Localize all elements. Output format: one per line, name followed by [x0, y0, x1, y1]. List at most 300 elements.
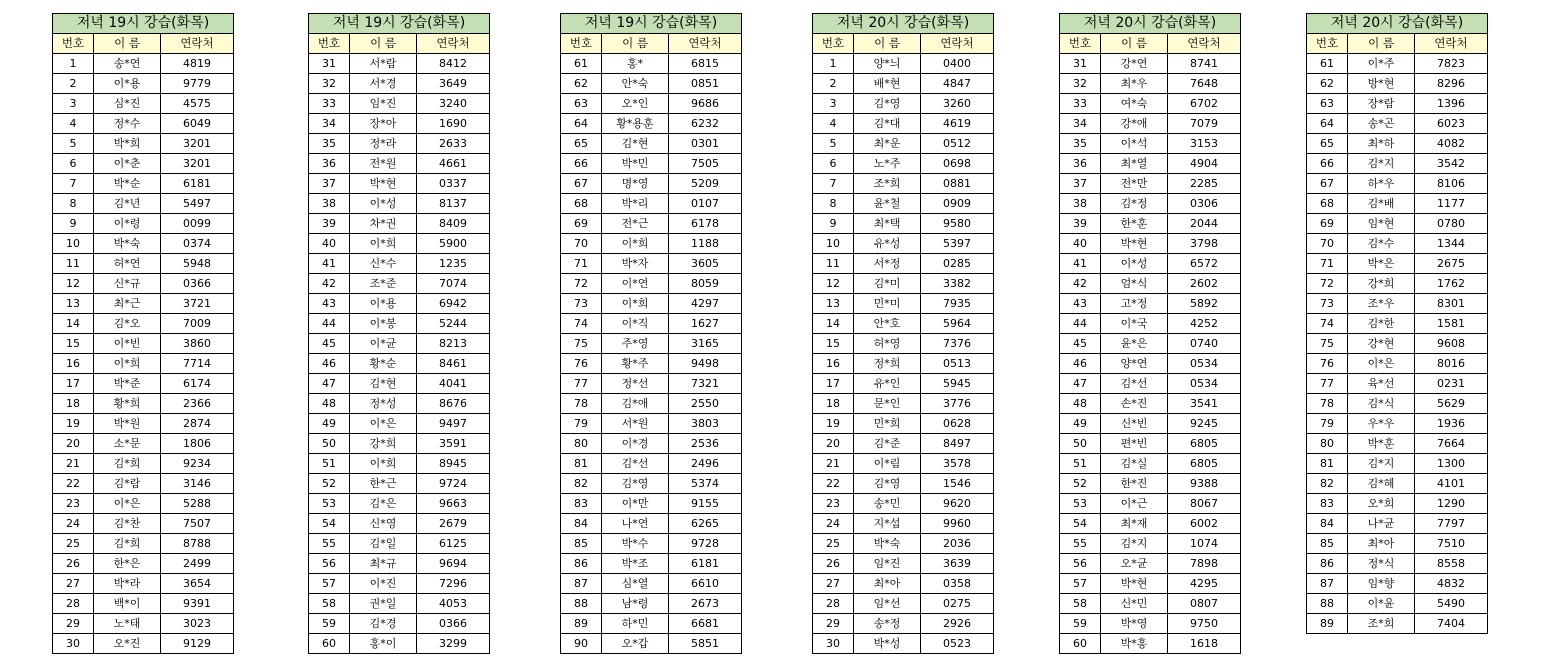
contact-cell[interactable]: 0366 [161, 274, 234, 294]
number-cell[interactable]: 9 [813, 214, 854, 234]
name-cell[interactable]: 임*향 [1348, 574, 1415, 594]
contact-cell[interactable]: 9580 [921, 214, 994, 234]
number-cell[interactable]: 59 [309, 614, 350, 634]
contact-cell[interactable]: 7510 [1415, 534, 1488, 554]
number-cell[interactable]: 77 [561, 374, 602, 394]
contact-cell[interactable]: 6023 [1415, 114, 1488, 134]
name-cell[interactable]: 박*숙 [94, 234, 161, 254]
number-cell[interactable]: 88 [561, 594, 602, 614]
number-cell[interactable]: 10 [53, 234, 94, 254]
name-cell[interactable]: 나*균 [1348, 514, 1415, 534]
contact-cell[interactable]: 1618 [1168, 634, 1241, 654]
number-cell[interactable]: 45 [309, 334, 350, 354]
name-cell[interactable]: 하*우 [1348, 174, 1415, 194]
number-cell[interactable]: 19 [53, 414, 94, 434]
name-cell[interactable]: 김*식 [1348, 394, 1415, 414]
number-cell[interactable]: 19 [813, 414, 854, 434]
name-cell[interactable]: 최*재 [1101, 514, 1168, 534]
name-cell[interactable]: 서*정 [854, 254, 921, 274]
name-cell[interactable]: 김*수 [1348, 234, 1415, 254]
number-cell[interactable]: 57 [1060, 574, 1101, 594]
contact-cell[interactable]: 4819 [161, 54, 234, 74]
name-cell[interactable]: 이*만 [602, 494, 669, 514]
name-cell[interactable]: 이*봉 [350, 314, 417, 334]
contact-cell[interactable]: 4832 [1415, 574, 1488, 594]
contact-cell[interactable]: 9779 [161, 74, 234, 94]
contact-cell[interactable]: 9388 [1168, 474, 1241, 494]
contact-cell[interactable]: 1690 [417, 114, 490, 134]
name-cell[interactable]: 박*수 [602, 534, 669, 554]
name-cell[interactable]: 김*년 [94, 194, 161, 214]
number-cell[interactable]: 21 [813, 454, 854, 474]
number-cell[interactable]: 31 [309, 54, 350, 74]
number-cell[interactable]: 39 [309, 214, 350, 234]
contact-cell[interactable]: 5374 [669, 474, 742, 494]
contact-cell[interactable]: 2536 [669, 434, 742, 454]
contact-cell[interactable]: 0275 [921, 594, 994, 614]
contact-cell[interactable]: 1290 [1415, 494, 1488, 514]
number-cell[interactable]: 89 [561, 614, 602, 634]
number-cell[interactable]: 51 [309, 454, 350, 474]
contact-cell[interactable]: 7074 [417, 274, 490, 294]
number-cell[interactable]: 20 [813, 434, 854, 454]
number-cell[interactable]: 87 [561, 574, 602, 594]
name-cell[interactable]: 안*숙 [602, 74, 669, 94]
number-cell[interactable]: 76 [561, 354, 602, 374]
name-cell[interactable]: 차*권 [350, 214, 417, 234]
contact-cell[interactable]: 6002 [1168, 514, 1241, 534]
name-cell[interactable]: 백*이 [94, 594, 161, 614]
number-cell[interactable]: 6 [813, 154, 854, 174]
contact-cell[interactable]: 1581 [1415, 314, 1488, 334]
number-cell[interactable]: 12 [813, 274, 854, 294]
name-cell[interactable]: 이*성 [1101, 254, 1168, 274]
name-cell[interactable]: 오*갑 [602, 634, 669, 654]
number-cell[interactable]: 24 [813, 514, 854, 534]
name-cell[interactable]: 방*현 [1348, 74, 1415, 94]
name-cell[interactable]: 한*은 [94, 554, 161, 574]
contact-cell[interactable]: 0523 [921, 634, 994, 654]
name-cell[interactable]: 강*연 [1101, 54, 1168, 74]
contact-cell[interactable]: 4619 [921, 114, 994, 134]
number-cell[interactable]: 27 [53, 574, 94, 594]
name-cell[interactable]: 김*배 [1348, 194, 1415, 214]
number-cell[interactable]: 4 [813, 114, 854, 134]
number-cell[interactable]: 42 [309, 274, 350, 294]
number-cell[interactable]: 72 [1307, 274, 1348, 294]
contact-cell[interactable]: 3541 [1168, 394, 1241, 414]
number-cell[interactable]: 38 [1060, 194, 1101, 214]
contact-cell[interactable]: 3542 [1415, 154, 1488, 174]
contact-cell[interactable]: 5244 [417, 314, 490, 334]
name-cell[interactable]: 김*현 [602, 134, 669, 154]
contact-cell[interactable]: 3639 [921, 554, 994, 574]
name-cell[interactable]: 노*주 [854, 154, 921, 174]
number-cell[interactable]: 70 [1307, 234, 1348, 254]
name-cell[interactable]: 강*애 [1101, 114, 1168, 134]
name-cell[interactable]: 문*인 [854, 394, 921, 414]
contact-cell[interactable]: 5209 [669, 174, 742, 194]
contact-cell[interactable]: 9694 [417, 554, 490, 574]
number-cell[interactable]: 74 [1307, 314, 1348, 334]
name-cell[interactable]: 김*준 [854, 434, 921, 454]
contact-cell[interactable]: 1074 [1168, 534, 1241, 554]
number-cell[interactable]: 61 [561, 54, 602, 74]
contact-cell[interactable]: 8676 [417, 394, 490, 414]
number-cell[interactable]: 11 [813, 254, 854, 274]
number-cell[interactable]: 76 [1307, 354, 1348, 374]
contact-cell[interactable]: 6815 [669, 54, 742, 74]
name-cell[interactable]: 정*식 [1348, 554, 1415, 574]
number-cell[interactable]: 58 [309, 594, 350, 614]
name-cell[interactable]: 이*용 [94, 74, 161, 94]
contact-cell[interactable]: 8497 [921, 434, 994, 454]
name-cell[interactable]: 박*성 [854, 634, 921, 654]
contact-cell[interactable]: 8016 [1415, 354, 1488, 374]
number-cell[interactable]: 3 [53, 94, 94, 114]
contact-cell[interactable]: 2633 [417, 134, 490, 154]
number-cell[interactable]: 11 [53, 254, 94, 274]
contact-cell[interactable]: 7296 [417, 574, 490, 594]
name-cell[interactable]: 박*현 [1101, 574, 1168, 594]
name-cell[interactable]: 김*희 [94, 534, 161, 554]
name-cell[interactable]: 박*민 [602, 154, 669, 174]
contact-cell[interactable]: 5497 [161, 194, 234, 214]
number-cell[interactable]: 82 [561, 474, 602, 494]
name-cell[interactable]: 임*선 [854, 594, 921, 614]
name-cell[interactable]: 김*일 [350, 534, 417, 554]
name-cell[interactable]: 이*근 [1101, 494, 1168, 514]
name-cell[interactable]: 나*연 [602, 514, 669, 534]
name-cell[interactable]: 조*우 [1348, 294, 1415, 314]
name-cell[interactable]: 유*인 [854, 374, 921, 394]
contact-cell[interactable]: 3776 [921, 394, 994, 414]
number-cell[interactable]: 60 [1060, 634, 1101, 654]
number-cell[interactable]: 44 [1060, 314, 1101, 334]
number-cell[interactable]: 86 [1307, 554, 1348, 574]
contact-cell[interactable]: 1627 [669, 314, 742, 334]
number-cell[interactable]: 49 [1060, 414, 1101, 434]
contact-cell[interactable]: 3240 [417, 94, 490, 114]
contact-cell[interactable]: 3649 [417, 74, 490, 94]
number-cell[interactable]: 77 [1307, 374, 1348, 394]
contact-cell[interactable]: 4101 [1415, 474, 1488, 494]
number-cell[interactable]: 41 [309, 254, 350, 274]
name-cell[interactable]: 박*희 [94, 134, 161, 154]
name-cell[interactable]: 박*자 [602, 254, 669, 274]
contact-cell[interactable]: 0301 [669, 134, 742, 154]
number-cell[interactable]: 13 [813, 294, 854, 314]
number-cell[interactable]: 13 [53, 294, 94, 314]
number-cell[interactable]: 64 [561, 114, 602, 134]
name-cell[interactable]: 김*경 [350, 614, 417, 634]
number-cell[interactable]: 47 [309, 374, 350, 394]
contact-cell[interactable]: 2675 [1415, 254, 1488, 274]
contact-cell[interactable]: 2499 [161, 554, 234, 574]
name-cell[interactable]: 오*인 [602, 94, 669, 114]
number-cell[interactable]: 8 [813, 194, 854, 214]
name-cell[interactable]: 정*성 [350, 394, 417, 414]
number-cell[interactable]: 21 [53, 454, 94, 474]
contact-cell[interactable]: 5851 [669, 634, 742, 654]
contact-cell[interactable]: 8296 [1415, 74, 1488, 94]
name-cell[interactable]: 신*수 [350, 254, 417, 274]
name-cell[interactable]: 김*대 [854, 114, 921, 134]
name-cell[interactable]: 강*현 [1348, 334, 1415, 354]
name-cell[interactable]: 명*영 [602, 174, 669, 194]
number-cell[interactable]: 63 [1307, 94, 1348, 114]
name-cell[interactable]: 김*은 [350, 494, 417, 514]
name-cell[interactable]: 박*홍 [1101, 634, 1168, 654]
contact-cell[interactable]: 9391 [161, 594, 234, 614]
number-cell[interactable]: 65 [561, 134, 602, 154]
contact-cell[interactable]: 5397 [921, 234, 994, 254]
contact-cell[interactable]: 6232 [669, 114, 742, 134]
name-cell[interactable]: 김*선 [602, 454, 669, 474]
name-cell[interactable]: 하*민 [602, 614, 669, 634]
name-cell[interactable]: 최*규 [350, 554, 417, 574]
name-cell[interactable]: 여*숙 [1101, 94, 1168, 114]
number-cell[interactable]: 12 [53, 274, 94, 294]
name-cell[interactable]: 황*용훈 [602, 114, 669, 134]
number-cell[interactable]: 40 [309, 234, 350, 254]
contact-cell[interactable]: 8409 [417, 214, 490, 234]
number-cell[interactable]: 71 [561, 254, 602, 274]
contact-cell[interactable]: 0231 [1415, 374, 1488, 394]
number-cell[interactable]: 32 [309, 74, 350, 94]
name-cell[interactable]: 편*빈 [1101, 434, 1168, 454]
number-cell[interactable]: 56 [1060, 554, 1101, 574]
name-cell[interactable]: 조*준 [350, 274, 417, 294]
number-cell[interactable]: 85 [1307, 534, 1348, 554]
number-cell[interactable]: 36 [309, 154, 350, 174]
contact-cell[interactable]: 9960 [921, 514, 994, 534]
number-cell[interactable]: 14 [53, 314, 94, 334]
name-cell[interactable]: 조*희 [1348, 614, 1415, 634]
contact-cell[interactable]: 4661 [417, 154, 490, 174]
name-cell[interactable]: 이*직 [602, 314, 669, 334]
contact-cell[interactable]: 5948 [161, 254, 234, 274]
contact-cell[interactable]: 8461 [417, 354, 490, 374]
number-cell[interactable]: 40 [1060, 234, 1101, 254]
contact-cell[interactable]: 7376 [921, 334, 994, 354]
name-cell[interactable]: 권*일 [350, 594, 417, 614]
number-cell[interactable]: 30 [53, 634, 94, 654]
name-cell[interactable]: 이*희 [350, 234, 417, 254]
contact-cell[interactable]: 7797 [1415, 514, 1488, 534]
contact-cell[interactable]: 7505 [669, 154, 742, 174]
number-cell[interactable]: 45 [1060, 334, 1101, 354]
name-cell[interactable]: 김*실 [1101, 454, 1168, 474]
number-cell[interactable]: 25 [813, 534, 854, 554]
number-cell[interactable]: 46 [1060, 354, 1101, 374]
name-cell[interactable]: 남*령 [602, 594, 669, 614]
contact-cell[interactable]: 0909 [921, 194, 994, 214]
number-cell[interactable]: 35 [309, 134, 350, 154]
number-cell[interactable]: 18 [53, 394, 94, 414]
contact-cell[interactable]: 3260 [921, 94, 994, 114]
contact-cell[interactable]: 8137 [417, 194, 490, 214]
number-cell[interactable]: 62 [561, 74, 602, 94]
name-cell[interactable]: 김*혜 [1348, 474, 1415, 494]
number-cell[interactable]: 54 [309, 514, 350, 534]
contact-cell[interactable]: 1762 [1415, 274, 1488, 294]
contact-cell[interactable]: 0306 [1168, 194, 1241, 214]
name-cell[interactable]: 김*지 [1348, 154, 1415, 174]
number-cell[interactable]: 35 [1060, 134, 1101, 154]
number-cell[interactable]: 29 [53, 614, 94, 634]
number-cell[interactable]: 60 [309, 634, 350, 654]
name-cell[interactable]: 노*태 [94, 614, 161, 634]
name-cell[interactable]: 정*선 [602, 374, 669, 394]
contact-cell[interactable]: 3201 [161, 154, 234, 174]
number-cell[interactable]: 15 [813, 334, 854, 354]
number-cell[interactable]: 70 [561, 234, 602, 254]
number-cell[interactable]: 57 [309, 574, 350, 594]
contact-cell[interactable]: 6174 [161, 374, 234, 394]
name-cell[interactable]: 최*열 [1101, 154, 1168, 174]
number-cell[interactable]: 88 [1307, 594, 1348, 614]
number-cell[interactable]: 55 [1060, 534, 1101, 554]
name-cell[interactable]: 한*훈 [1101, 214, 1168, 234]
contact-cell[interactable]: 3654 [161, 574, 234, 594]
number-cell[interactable]: 22 [53, 474, 94, 494]
name-cell[interactable]: 최*우 [1101, 74, 1168, 94]
number-cell[interactable]: 4 [53, 114, 94, 134]
contact-cell[interactable]: 4041 [417, 374, 490, 394]
number-cell[interactable]: 53 [1060, 494, 1101, 514]
number-cell[interactable]: 5 [53, 134, 94, 154]
name-cell[interactable]: 이*은 [1348, 354, 1415, 374]
number-cell[interactable]: 89 [1307, 614, 1348, 634]
name-cell[interactable]: 강*희 [1348, 274, 1415, 294]
number-cell[interactable]: 17 [53, 374, 94, 394]
contact-cell[interactable]: 3798 [1168, 234, 1241, 254]
contact-cell[interactable]: 6805 [1168, 434, 1241, 454]
name-cell[interactable]: 서*원 [602, 414, 669, 434]
number-cell[interactable]: 64 [1307, 114, 1348, 134]
name-cell[interactable]: 임*현 [1348, 214, 1415, 234]
contact-cell[interactable]: 6942 [417, 294, 490, 314]
contact-cell[interactable]: 1936 [1415, 414, 1488, 434]
contact-cell[interactable]: 8412 [417, 54, 490, 74]
number-cell[interactable]: 42 [1060, 274, 1101, 294]
contact-cell[interactable]: 0358 [921, 574, 994, 594]
contact-cell[interactable]: 1806 [161, 434, 234, 454]
number-cell[interactable]: 62 [1307, 74, 1348, 94]
name-cell[interactable]: 박*조 [602, 554, 669, 574]
name-cell[interactable]: 지*섭 [854, 514, 921, 534]
name-cell[interactable]: 이*주 [1348, 54, 1415, 74]
contact-cell[interactable]: 3721 [161, 294, 234, 314]
contact-cell[interactable]: 9155 [669, 494, 742, 514]
number-cell[interactable]: 69 [561, 214, 602, 234]
contact-cell[interactable]: 2874 [161, 414, 234, 434]
contact-cell[interactable]: 0337 [417, 174, 490, 194]
contact-cell[interactable]: 6610 [669, 574, 742, 594]
contact-cell[interactable]: 7823 [1415, 54, 1488, 74]
number-cell[interactable]: 16 [53, 354, 94, 374]
name-cell[interactable]: 황*순 [350, 354, 417, 374]
contact-cell[interactable]: 1177 [1415, 194, 1488, 214]
number-cell[interactable]: 54 [1060, 514, 1101, 534]
number-cell[interactable]: 58 [1060, 594, 1101, 614]
name-cell[interactable]: 김*람 [94, 474, 161, 494]
contact-cell[interactable]: 8059 [669, 274, 742, 294]
contact-cell[interactable]: 2044 [1168, 214, 1241, 234]
contact-cell[interactable]: 1546 [921, 474, 994, 494]
number-cell[interactable]: 52 [1060, 474, 1101, 494]
contact-cell[interactable]: 3578 [921, 454, 994, 474]
name-cell[interactable]: 김*영 [602, 474, 669, 494]
contact-cell[interactable]: 9686 [669, 94, 742, 114]
name-cell[interactable]: 임*진 [350, 94, 417, 114]
contact-cell[interactable]: 2496 [669, 454, 742, 474]
name-cell[interactable]: 서*경 [350, 74, 417, 94]
name-cell[interactable]: 최*운 [854, 134, 921, 154]
number-cell[interactable]: 39 [1060, 214, 1101, 234]
number-cell[interactable]: 49 [309, 414, 350, 434]
name-cell[interactable]: 김*희 [94, 454, 161, 474]
name-cell[interactable]: 안*호 [854, 314, 921, 334]
name-cell[interactable]: 이*윤 [1348, 594, 1415, 614]
contact-cell[interactable]: 4297 [669, 294, 742, 314]
number-cell[interactable]: 81 [561, 454, 602, 474]
name-cell[interactable]: 이*연 [602, 274, 669, 294]
number-cell[interactable]: 34 [309, 114, 350, 134]
name-cell[interactable]: 최*아 [1348, 534, 1415, 554]
number-cell[interactable]: 68 [1307, 194, 1348, 214]
number-cell[interactable]: 80 [1307, 434, 1348, 454]
number-cell[interactable]: 56 [309, 554, 350, 574]
contact-cell[interactable]: 7664 [1415, 434, 1488, 454]
name-cell[interactable]: 주*영 [602, 334, 669, 354]
number-cell[interactable]: 2 [53, 74, 94, 94]
number-cell[interactable]: 27 [813, 574, 854, 594]
contact-cell[interactable]: 2602 [1168, 274, 1241, 294]
number-cell[interactable]: 50 [309, 434, 350, 454]
number-cell[interactable]: 68 [561, 194, 602, 214]
name-cell[interactable]: 심*진 [94, 94, 161, 114]
name-cell[interactable]: 이*령 [94, 214, 161, 234]
contact-cell[interactable]: 6181 [161, 174, 234, 194]
number-cell[interactable]: 1 [53, 54, 94, 74]
number-cell[interactable]: 67 [1307, 174, 1348, 194]
name-cell[interactable]: 박*숙 [854, 534, 921, 554]
contact-cell[interactable]: 2679 [417, 514, 490, 534]
number-cell[interactable]: 28 [813, 594, 854, 614]
number-cell[interactable]: 23 [53, 494, 94, 514]
contact-cell[interactable]: 2673 [669, 594, 742, 614]
contact-cell[interactable]: 1235 [417, 254, 490, 274]
name-cell[interactable]: 송*민 [854, 494, 921, 514]
name-cell[interactable]: 우*우 [1348, 414, 1415, 434]
number-cell[interactable]: 61 [1307, 54, 1348, 74]
number-cell[interactable]: 18 [813, 394, 854, 414]
name-cell[interactable]: 송*곤 [1348, 114, 1415, 134]
name-cell[interactable]: 박*원 [94, 414, 161, 434]
contact-cell[interactable]: 0285 [921, 254, 994, 274]
name-cell[interactable]: 전*만 [1101, 174, 1168, 194]
contact-cell[interactable]: 9129 [161, 634, 234, 654]
name-cell[interactable]: 오*균 [1101, 554, 1168, 574]
name-cell[interactable]: 양*연 [1101, 354, 1168, 374]
name-cell[interactable]: 허*연 [94, 254, 161, 274]
number-cell[interactable]: 16 [813, 354, 854, 374]
contact-cell[interactable]: 6681 [669, 614, 742, 634]
contact-cell[interactable]: 9498 [669, 354, 742, 374]
number-cell[interactable]: 6 [53, 154, 94, 174]
